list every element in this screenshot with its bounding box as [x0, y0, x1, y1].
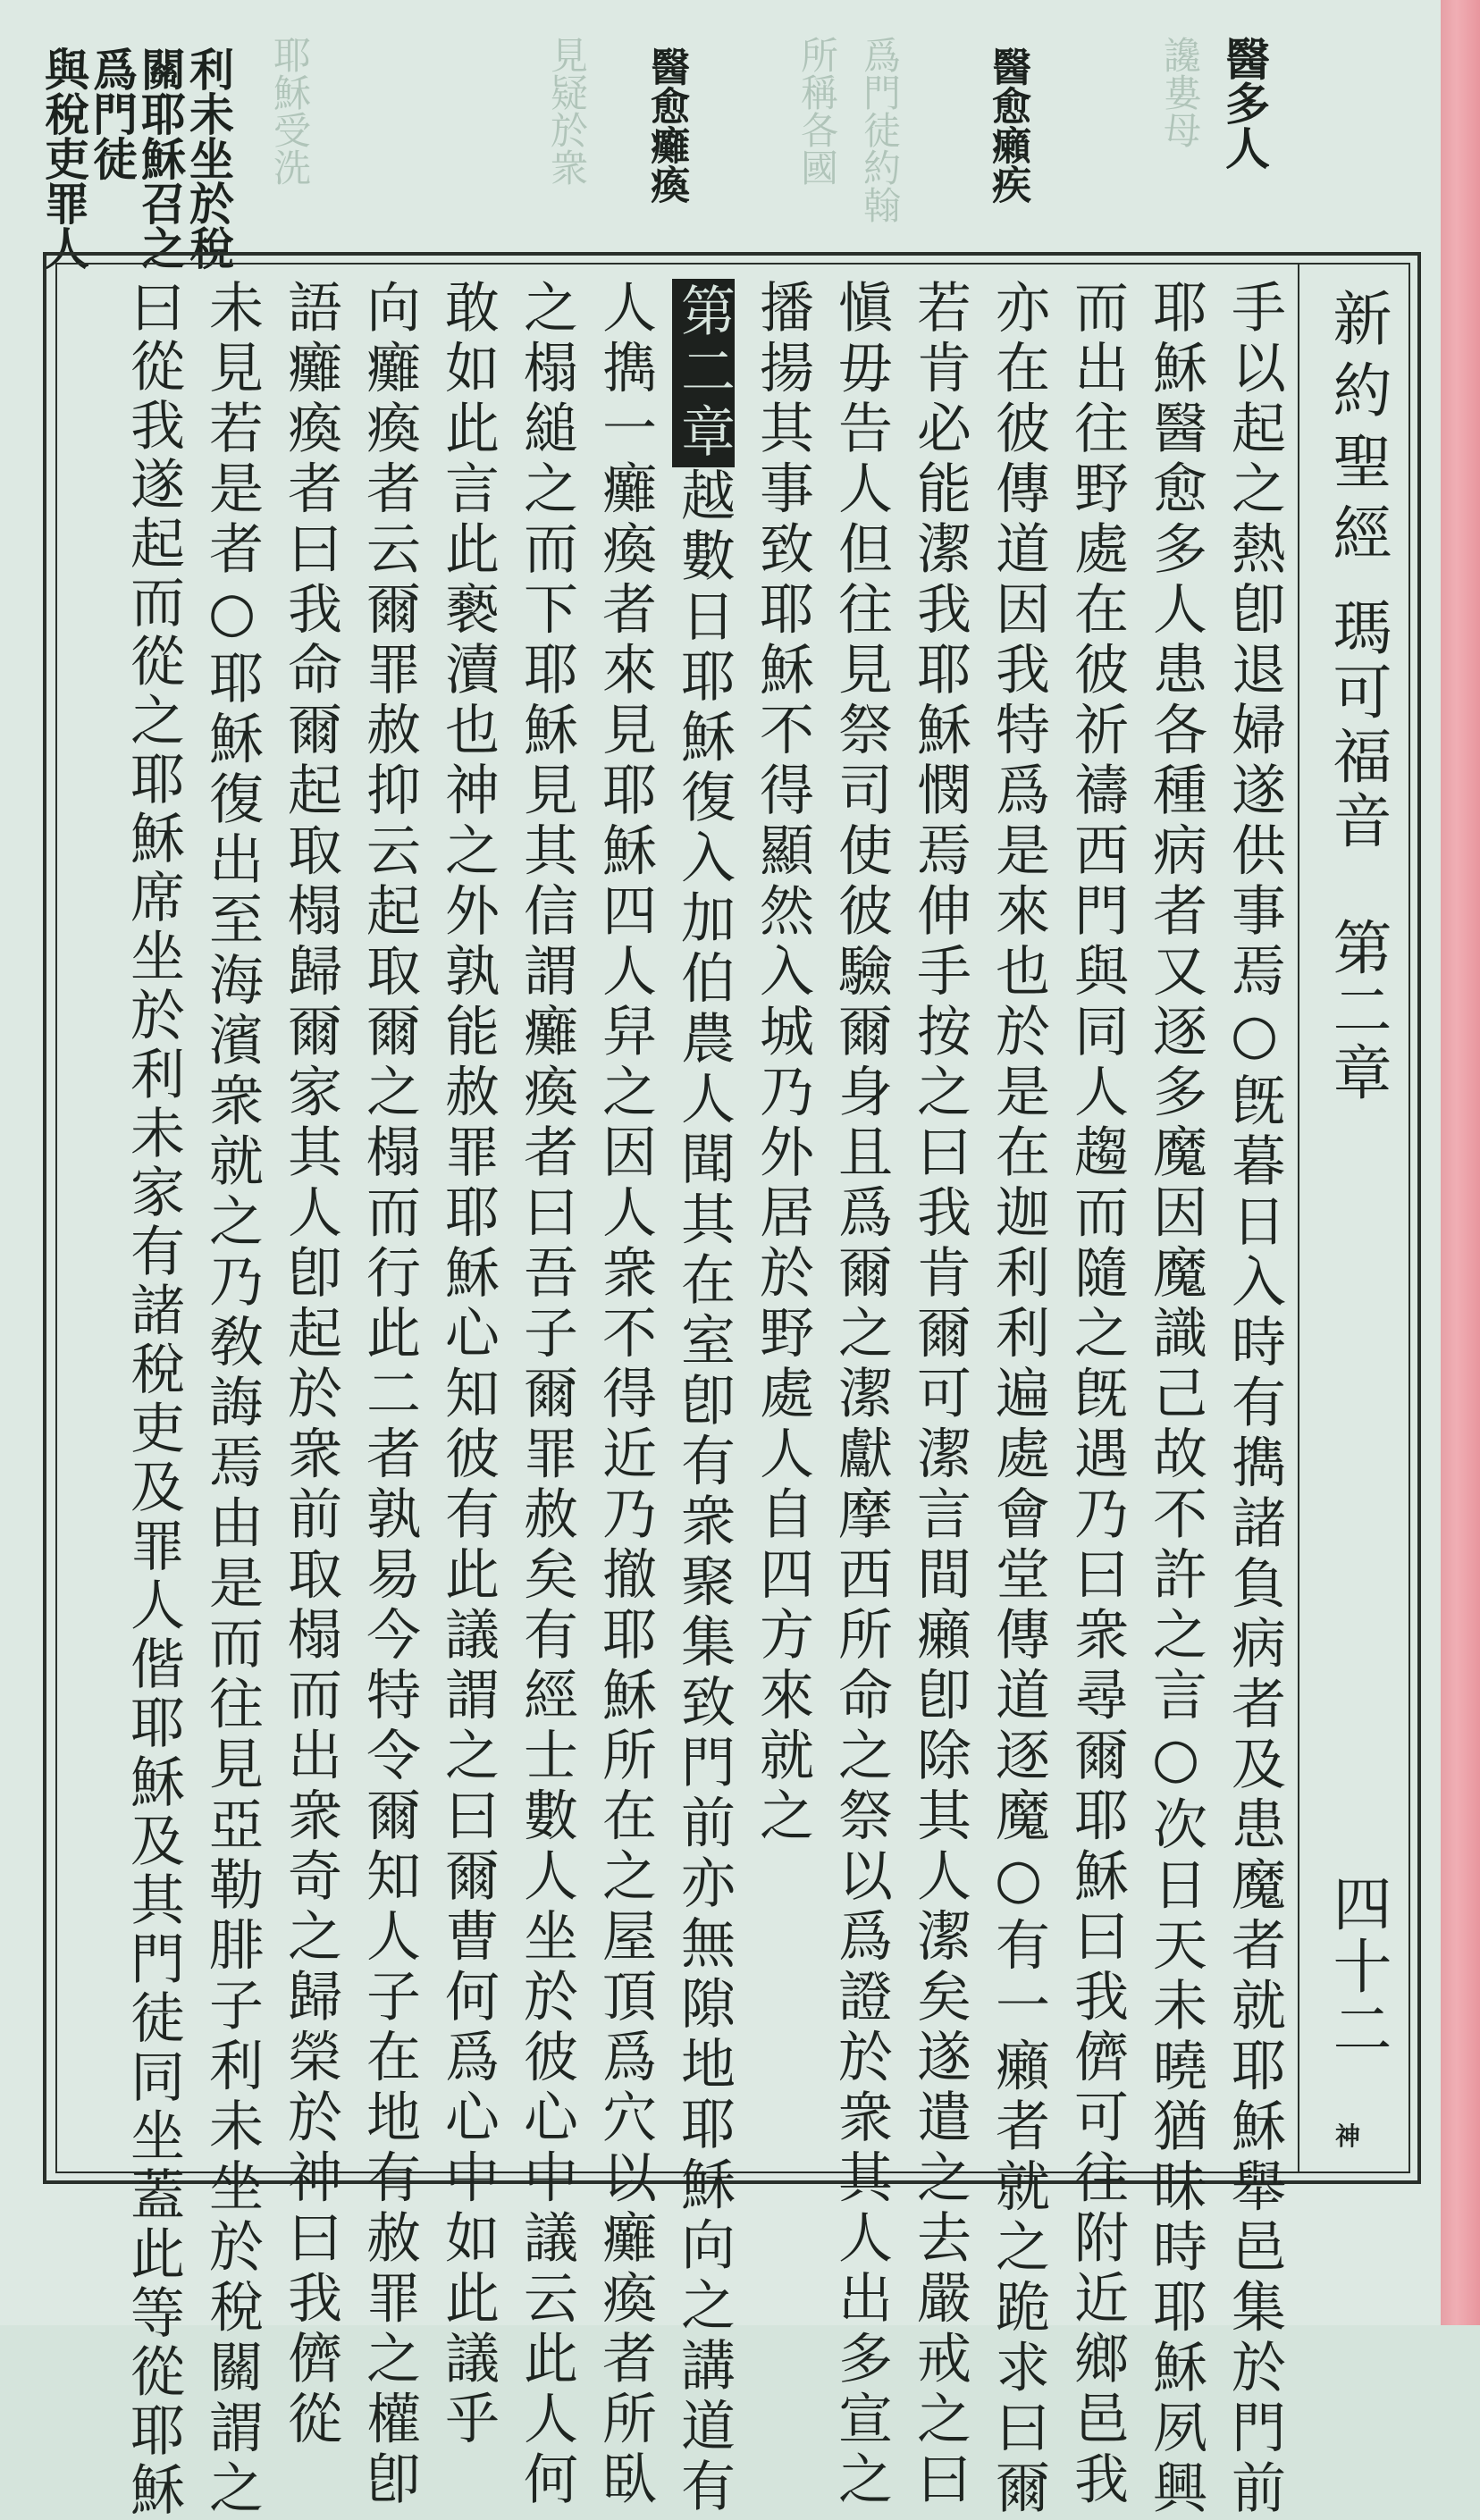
page-edge: [1441, 0, 1480, 2325]
page-number: 四十二: [1323, 1873, 1392, 2061]
margin-note-line: 利未坐於稅: [182, 46, 235, 270]
text-column: 未見若是者○耶穌復出至海濱衆就之乃敎誨焉由是而往見亞勒腓子利未坐於稅關謂之: [200, 279, 264, 2520]
text-column: 耶穌醫愈多人患各種病者又逐多魔因魔識己故不許之言○次日天未曉猶昧時耶穌夙興: [1144, 279, 1207, 2520]
gospel-title: 瑪可福音: [1323, 597, 1392, 854]
margin-note: 醫多人: [1218, 36, 1271, 170]
margin-note-group: [36, 46, 235, 270]
text-column-chapter-start: [672, 279, 735, 2518]
corner-mark: 神: [1335, 2121, 1361, 2151]
running-header: [1298, 265, 1407, 2171]
bleed-through-text: 耶穌受洗: [268, 36, 312, 186]
book-title: 新約聖經: [1323, 288, 1392, 574]
text-column: 手以起之熱卽退婦遂供事焉○旣暮日入時有擕諸負病者及患魔者就耶穌舉邑集於門前: [1223, 279, 1286, 2520]
text-column: 向癱瘓者云爾罪赦抑云起取爾之榻而行此二者孰易今特令爾知人子在地有赦罪之權卽: [357, 279, 421, 2511]
text-column: 人擕一癱瘓者來見耶穌四人舁之因人衆不得近乃撤耶穌所在之屋頂爲穴以癱瘓者所臥: [593, 279, 657, 2511]
text-column-rest: 越數日耶穌復入加伯農人聞其在室卽有衆聚集致門前亦無隙地耶穌向之講道有: [672, 466, 736, 2518]
text-column: 播揚其事致耶穌不得顯然入城乃外居於野處人自四方來就之: [751, 279, 814, 1847]
margin-note-line: 與稅吏罪人: [38, 46, 90, 270]
text-column: 語癱瘓者曰我命爾起取榻歸爾家其人卽起於衆前取榻而出衆奇之歸榮於神曰我儕從: [279, 279, 342, 2450]
text-column: 若肯必能潔我耶穌憫焉伸手按之曰我肯爾可潔言間癩卽除其人潔矣遂遣之去嚴戒之曰: [908, 279, 971, 2511]
bleed-through-text: 爲門徒約翰: [858, 36, 902, 223]
text-column: 曰從我遂起而從之耶穌席坐於利未家有諸稅吏及罪人偕耶穌及其門徒同坐蓋此等從耶穌: [122, 279, 185, 2520]
bleed-through-text: 見疑於衆: [545, 36, 589, 186]
text-column: 之榻縋之而下耶穌見其信謂癱瘓者曰吾子爾罪赦矣有經士數人坐於彼心中議云此人何: [515, 279, 578, 2511]
text-column: 亦在彼傳道因我特爲是來也於是在迦利利遍處會堂傳道逐魔○有一癩者就之跪求曰爾: [987, 279, 1050, 2520]
chapter-title: 第二章: [1323, 917, 1392, 1105]
bleed-through-text: 所稱各國: [795, 36, 839, 186]
text-column: 敢如此言此褻瀆也神之外孰能赦罪耶穌心知彼有此議謂之曰爾曹何爲心中如此議乎: [436, 279, 500, 2450]
bleed-through-text: 讒婁母: [1158, 36, 1202, 148]
margin-note: 醫愈癱瘓: [643, 46, 689, 204]
text-column: 愼毋告人但往見祭司使彼驗爾身且爲爾之潔獻摩西所命之祭以爲證於衆其人出多宣之: [829, 279, 893, 2511]
margin-note-line: 關耶穌召之: [134, 46, 187, 270]
margin-note-line: 爲門徒: [86, 46, 139, 181]
margin-note: 醫愈癩疾: [985, 46, 1030, 204]
text-column: 而出往野處在彼祈禱西門與同人趨而隨之旣遇乃曰衆尋爾耶穌曰我儕可往附近鄉邑我: [1065, 279, 1129, 2511]
chapter-marker: 第二章: [672, 279, 735, 467]
